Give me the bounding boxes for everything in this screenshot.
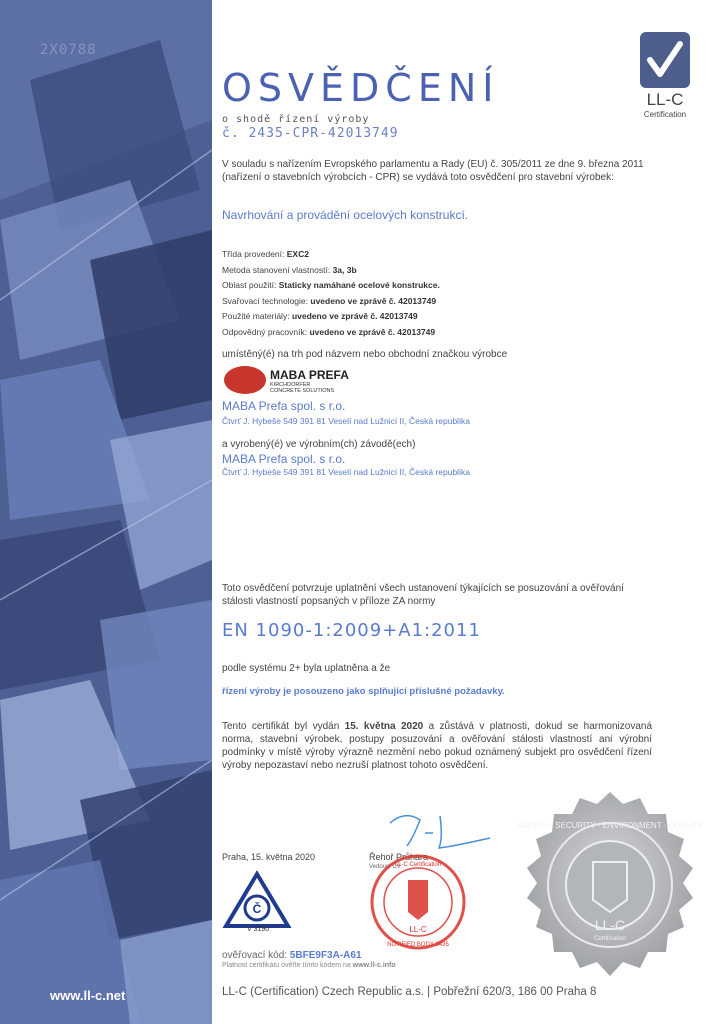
certificate-number: č. 2435-CPR-42013749: [222, 126, 399, 141]
place-and-date: Praha, 15. května 2020: [222, 852, 316, 862]
system-text: podle systému 2+ byla uplatněna a že: [222, 663, 391, 674]
verification-note: Platnost certifikátu ověřte tímto kódem na www.ll-c.info: [222, 962, 396, 969]
maba-logo-subtitle: KIRCHDORFER CONCRETE SOLUTIONS: [270, 382, 335, 394]
attribute-row: Oblast použití: Staticky namáhané ocelové konstrukce.: [222, 280, 440, 290]
seal-sub-label: Certification: [594, 936, 626, 942]
stamp-top-label: LL-C Certification: [394, 862, 442, 868]
document-subtitle: o shodě řízení výroby: [222, 114, 370, 125]
product-attributes: [222, 247, 440, 340]
logo-name: LL-C: [646, 90, 684, 109]
harmonized-norm: EN 1090-1:2009+A1:2011: [222, 620, 481, 641]
silver-seal-icon: [515, 790, 705, 980]
footer-address: LL-C (Certification) Czech Republic a.s. | Pobřežní 620/3, 186 00 Praha 8: [222, 986, 597, 998]
validity-paragraph: Tento certifikát byl vydán 15. května 2020 a zůstává v platnosti, dokud se harmonizovaná norma, stavební výrobek, postupy posuzování a ověřování stálosti vlastností ani výrobní podmínky v místě výroby výrazně nezmění nebo pokud oznámený subjekt pro osvědčení řízení výroby nepozastaví nebo nezruší platnost tohoto osvědčení.: [222, 721, 653, 771]
verification-link[interactable]: www.ll-c.info: [352, 962, 396, 969]
confirmation-paragraph: Toto osvědčení potvrzuje uplatnění všech ustanovení týkajících se posuzování a ověřování stálosti vlastností popsaných v příloze ZA normy: [222, 583, 624, 607]
attribute-row: Odpovědný pracovník: uvedeno ve zprávě č. 42013749: [222, 326, 436, 337]
signer-name: Řehoř Průhara: [369, 852, 429, 862]
intro-paragraph: V souladu s nařízením Evropského parlamentu a Rady (EU) č. 305/2011 ze dne 9. března 2011 (nařízení o stavebních výrobcích - CPR) se vydává toto osvědčení pro stavební výrobek:: [222, 159, 644, 183]
produced-in-text: a vyrobený(é) ve výrobním(ch) závodě(ech): [222, 439, 416, 450]
maba-logo-title: MABA PREFA: [270, 368, 349, 382]
certificate-serial: 2X0788: [40, 42, 97, 58]
attribute-row: Třída provedení: EXC2: [222, 249, 309, 259]
placed-on-market-text: umístěný(é) na trh pod názvem nebo obchodní značkou výrobce: [222, 349, 508, 360]
verification-code: ověřovací kód: 5BFE9F3A-A61: [222, 950, 362, 961]
decorative-sidebar: [0, 0, 212, 1024]
factory-address: Čtvrť J. Hybeše 549 391 81 Veselí nad Lužnicí II, Česká republika: [222, 467, 470, 477]
seal-center-label: LL-C: [594, 917, 626, 933]
checkmark-icon: [640, 32, 690, 88]
maba-prefa-logo: [222, 364, 372, 396]
attribute-row: Použité materiály: uvedeno ve zprávě č. 42013749: [222, 311, 418, 321]
manufacturer-address: Čtvrť J. Hybeše 549 391 81 Veselí nad Lužnicí II, Česká republika: [222, 416, 470, 426]
maba-emblem-icon: [224, 366, 266, 394]
stamp-center-label: LL-C: [409, 925, 427, 934]
fpc-statement: řízení výroby je posouzeno jako splňující příslušné požadavky.: [222, 686, 505, 697]
attribute-row: Svařovací technologie: uvedeno ve zprávě č. 42013749: [222, 295, 437, 306]
document-title: OSVĚDČENÍ: [222, 66, 500, 110]
logo-subtitle: Certification: [643, 110, 687, 119]
accreditation-code: V 3190: [247, 926, 270, 933]
svg-text:Č: Č: [252, 902, 262, 916]
product-name: Navrhování a provádění ocelových konstrukcí.: [222, 208, 469, 222]
manufacturer-name: MABA Prefa spol. s r.o.: [222, 399, 346, 413]
factory-name: MABA Prefa spol. s r.o.: [222, 452, 346, 466]
seal-ring-label: SAFETY · SECURITY · ENVIRONMENT · QUALITY: [517, 821, 703, 830]
signer-role: Vedoucí CV: [369, 864, 401, 870]
notified-body-stamp-icon: [366, 850, 470, 954]
website-link[interactable]: www.ll-c.net: [50, 988, 126, 1003]
geometric-pattern: [0, 0, 212, 1024]
stamp-bottom-label: NOTIFIED BODY 2435: [387, 942, 449, 948]
llc-logo: [636, 32, 694, 119]
attribute-row: Metoda stanovení vlastností: 3a, 3b: [222, 264, 357, 275]
